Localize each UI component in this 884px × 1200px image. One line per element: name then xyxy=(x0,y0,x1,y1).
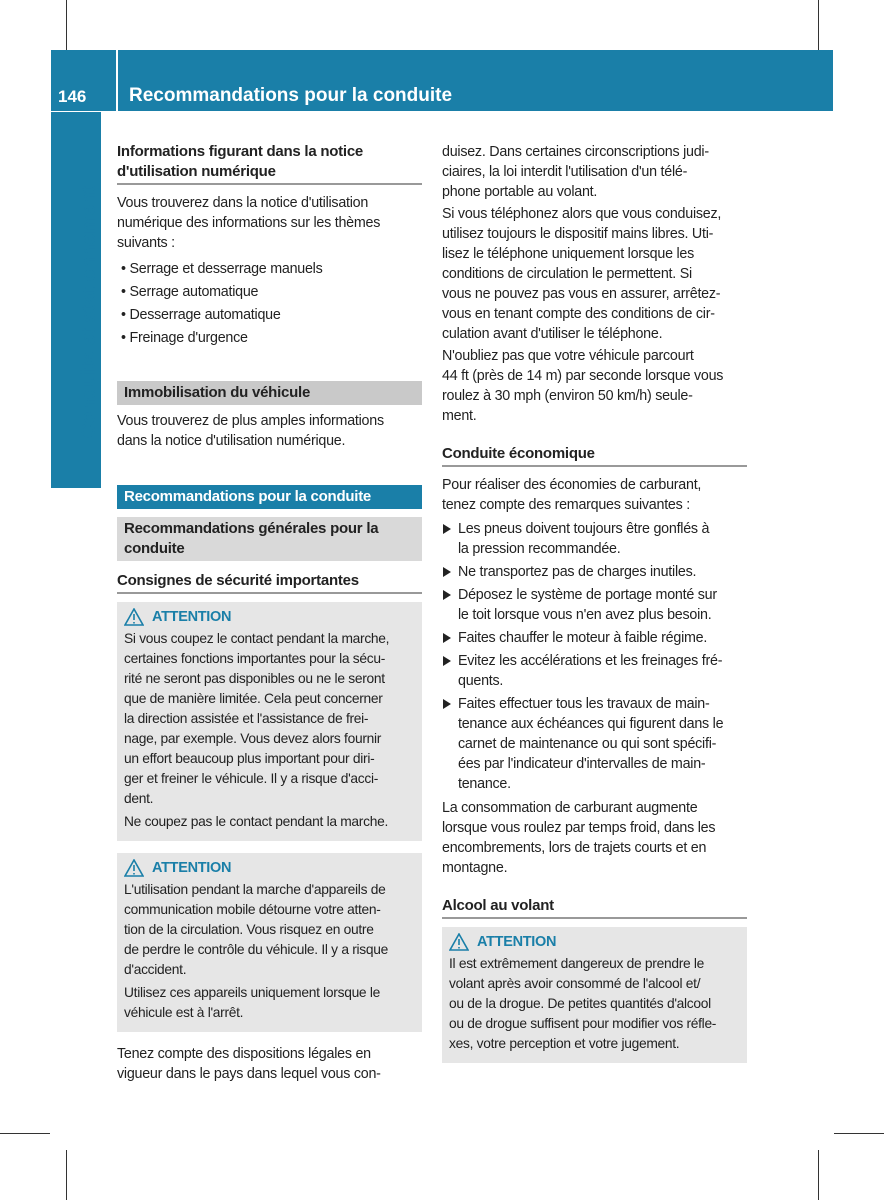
section-bar-main: Recommandations pour la conduite xyxy=(117,485,422,509)
list-step: Ne transportez pas de charges inutiles. xyxy=(442,562,747,582)
list-item: • Desserrage automatique xyxy=(121,307,281,323)
subsection-bar: Recommandations générales pour la conduite xyxy=(117,517,422,561)
paragraph: Tenez compte des dispositions légales en vigueur dans le pays dans lequel vous con- xyxy=(117,1046,381,1082)
right-column xyxy=(442,142,747,1063)
triangle-right-icon xyxy=(443,567,451,577)
crop-mark xyxy=(818,0,819,50)
warning-text: Il est extrêmement dangereux de prendre le volant après avoir consommé de l'alcool et/ ou de la drogue. De petites quantités d'alcool ou de drogue suffisent pour modifier vos réfle- xes, votre perception et votre jugement. xyxy=(449,956,717,1051)
section-heading: Conduite économique xyxy=(442,444,747,467)
list-item: • Serrage automatique xyxy=(121,284,259,300)
warning-text: Si vous coupez le contact pendant la marche, certaines fonctions importantes pour la sécu- rité ne seront pas disponibles ou ne le seront que de manière limitée. Cela peut concerner la direction assistée et l'assistance de frei- nage, par exemple. Vous devez alors fournir un effort beaucoup plus important pour diri- ger et freiner le véhicule. Il y a risque d'acci- dent. xyxy=(124,631,390,806)
warning-box xyxy=(442,927,747,1063)
list-step: Faites chauffer le moteur à faible régime. xyxy=(442,628,747,648)
chapter-title: Conduite et stationnement xyxy=(78,185,100,438)
triangle-right-icon xyxy=(443,590,451,600)
list-item: • Freinage d'urgence xyxy=(121,330,248,346)
crop-mark xyxy=(66,0,67,50)
warning-text: Utilisez ces appareils uniquement lorsque le véhicule est à l'arrêt. xyxy=(124,985,380,1020)
section-heading: Consignes de sécurité importantes xyxy=(117,571,422,594)
list-step: Faites effectuer tous les travaux de main- tenance aux échéances qui figurent dans le carnet de maintenance ou qui sont spécifi- ées par l'indicateur d'intervalles de main- tenance. xyxy=(442,694,747,794)
crop-mark xyxy=(0,1133,50,1134)
header-divider xyxy=(116,50,118,111)
paragraph: duisez. Dans certaines circonscriptions judi- ciaires, la loi interdit l'utilisation d'un télé- phone portable au volant. xyxy=(442,144,709,200)
triangle-right-icon xyxy=(443,699,451,709)
warning-box xyxy=(117,853,422,1032)
list-step: Déposez le système de portage monté sur le toit lorsque vous n'en avez plus besoin. xyxy=(442,585,747,625)
section-heading: Informations figurant dans la notice d'utilisation numérique xyxy=(117,142,422,185)
warning-triangle-icon xyxy=(124,859,144,877)
warning-title: ATTENTION xyxy=(152,860,232,876)
paragraph: Pour réaliser des économies de carburant, tenez compte des remarques suivantes : xyxy=(442,477,702,513)
triangle-right-icon xyxy=(443,656,451,666)
warning-triangle-icon xyxy=(124,608,144,626)
warning-text: Ne coupez pas le contact pendant la marche. xyxy=(124,814,388,829)
list-step: Evitez les accélérations et les freinages fré- quents. xyxy=(442,651,747,691)
list-item: • Serrage et desserrage manuels xyxy=(121,261,323,277)
triangle-right-icon xyxy=(443,633,451,643)
section-heading: Alcool au volant xyxy=(442,896,747,919)
triangle-right-icon xyxy=(443,524,451,534)
left-column xyxy=(117,142,422,1086)
paragraph: Si vous téléphonez alors que vous conduisez, utilisez toujours le dispositif mains libres. Uti- lisez le téléphone uniquement lorsque les conditions de circulation le permettent. Si vous ne pouvez pas vous en assurer, arrêtez- vous en tenant compte des conditions de cir- culation avant d'utiliser le téléphone. xyxy=(442,206,722,342)
page-number: 146 xyxy=(58,87,87,106)
warning-box xyxy=(117,602,422,841)
warning-title: ATTENTION xyxy=(477,934,557,950)
crop-mark xyxy=(834,1133,884,1134)
warning-title: ATTENTION xyxy=(152,609,232,625)
crop-mark xyxy=(66,1150,67,1200)
paragraph: N'oubliez pas que votre véhicule parcourt 44 ft (près de 14 m) par seconde lorsque vous roulez à 30 mph (environ 50 km/h) seule- ment. xyxy=(442,348,724,424)
list-step: Les pneus doivent toujours être gonflés à la pression recommandée. xyxy=(442,519,747,559)
paragraph: Vous trouverez dans la notice d'utilisation numérique des informations sur les thèmes suivants : xyxy=(117,195,381,251)
crop-mark xyxy=(818,1150,819,1200)
section-bar: Immobilisation du véhicule xyxy=(117,381,422,405)
paragraph: Vous trouverez de plus amples informations dans la notice d'utilisation numérique. xyxy=(117,413,384,449)
paragraph: La consommation de carburant augmente lorsque vous roulez par temps froid, dans les encombrements, lors de trajets courts et en montagne. xyxy=(442,800,716,876)
warning-triangle-icon xyxy=(449,933,469,951)
page-header xyxy=(51,50,833,111)
warning-text: L'utilisation pendant la marche d'appareils de communication mobile détourne votre atten- tion de la circulation. Vous risquez en outre de perdre le contrôle du véhicule. Il y a risque d'accident. xyxy=(124,882,388,977)
page-title: Recommandations pour la conduite xyxy=(129,85,453,106)
